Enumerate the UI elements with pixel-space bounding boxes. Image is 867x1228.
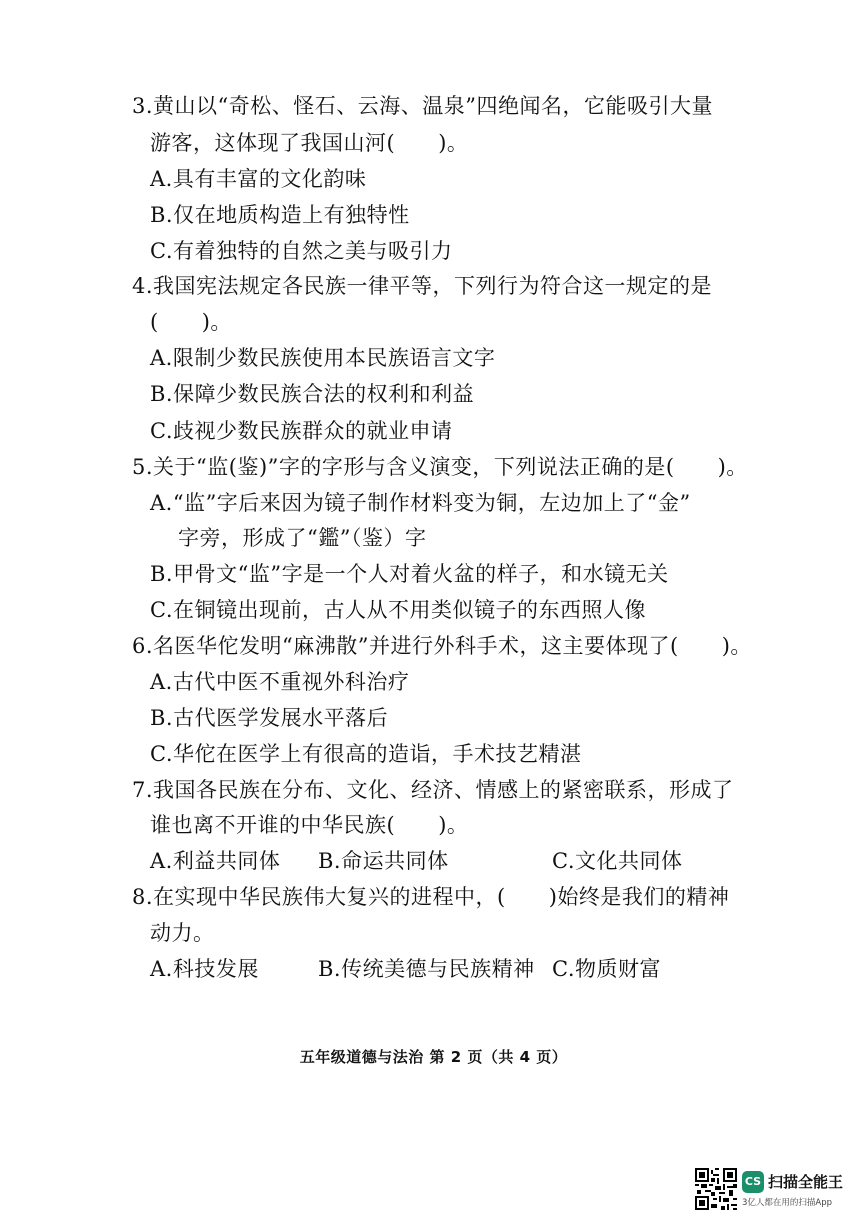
- qr-code-icon: [695, 1168, 737, 1210]
- question-8-text-cont: 动力。: [150, 921, 215, 945]
- question-6-option-c: C.华佗在医学上有很高的造诣，手术技艺精湛: [150, 742, 582, 766]
- question-3-text-cont: 游客，这体现了我国山河( )。: [150, 131, 469, 155]
- question-5-option-b: B.甲骨文“监”字是一个人对着火盆的样子，和水镜无关: [150, 562, 669, 586]
- question-3-option-c: C.有着独特的自然之美与吸引力: [150, 239, 453, 263]
- question-7-text: 7.我国各民族在分布、文化、经济、情感上的紧密联系，形成了: [132, 778, 734, 802]
- question-7-text-cont: 谁也离不开谁的中华民族( )。: [150, 813, 469, 837]
- question-3-option-a: A.具有丰富的文化韵味: [150, 167, 367, 191]
- question-4-text-cont: ( )。: [150, 310, 232, 334]
- scanner-watermark: [695, 1168, 855, 1218]
- question-6-option-b: B.古代医学发展水平落后: [150, 706, 389, 730]
- question-4-option-b: B.保障少数民族合法的权利和利益: [150, 382, 475, 406]
- question-8-option-a: A.科技发展: [150, 957, 259, 981]
- question-4-text: 4.我国宪法规定各民族一律平等，下列行为符合这一规定的是: [132, 274, 713, 298]
- question-6-text: 6.名医华佗发明“麻沸散”并进行外科手术，这主要体现了( )。: [132, 634, 752, 658]
- scanner-brand-name: 扫描全能王: [768, 1173, 844, 1191]
- question-7-option-c: C.文化共同体: [552, 849, 683, 873]
- question-3-option-b: B.仅在地质构造上有独特性: [150, 203, 410, 227]
- cs-logo-icon: CS: [742, 1171, 764, 1193]
- question-4-option-c: C.歧视少数民族群众的就业申请: [150, 419, 453, 443]
- page-footer: 五年级道德与法治 第 2 页（共 4 页）: [299, 1048, 568, 1066]
- question-8-option-c: C.物质财富: [552, 957, 661, 981]
- question-5-option-c: C.在铜镜出现前，古人从不用类似镜子的东西照人像: [150, 598, 646, 622]
- question-6-option-a: A.古代中医不重视外科治疗: [150, 670, 410, 694]
- question-8-option-b: B.传统美德与民族精神: [318, 957, 535, 981]
- scanner-slogan: 3亿人都在用的扫描App: [742, 1198, 833, 1208]
- question-5-text: 5.关于“监(鉴)”字的字形与含义演变，下列说法正确的是( )。: [132, 455, 748, 479]
- question-5-option-a-cont: 字旁，形成了“鑑”（鉴）字: [178, 526, 427, 550]
- question-3-text: 3.黄山以“奇松、怪石、云海、温泉”四绝闻名，它能吸引大量: [132, 94, 714, 118]
- question-4-option-a: A.限制少数民族使用本民族语言文字: [150, 346, 496, 370]
- question-8-text: 8.在实现中华民族伟大复兴的进程中，( )始终是我们的精神: [132, 885, 730, 909]
- question-7-option-a: A.利益共同体: [150, 849, 281, 873]
- question-7-option-b: B.命运共同体: [318, 849, 449, 873]
- question-5-option-a: A.“监”字后来因为镜子制作材料变为铜，左边加上了“金”: [150, 491, 691, 515]
